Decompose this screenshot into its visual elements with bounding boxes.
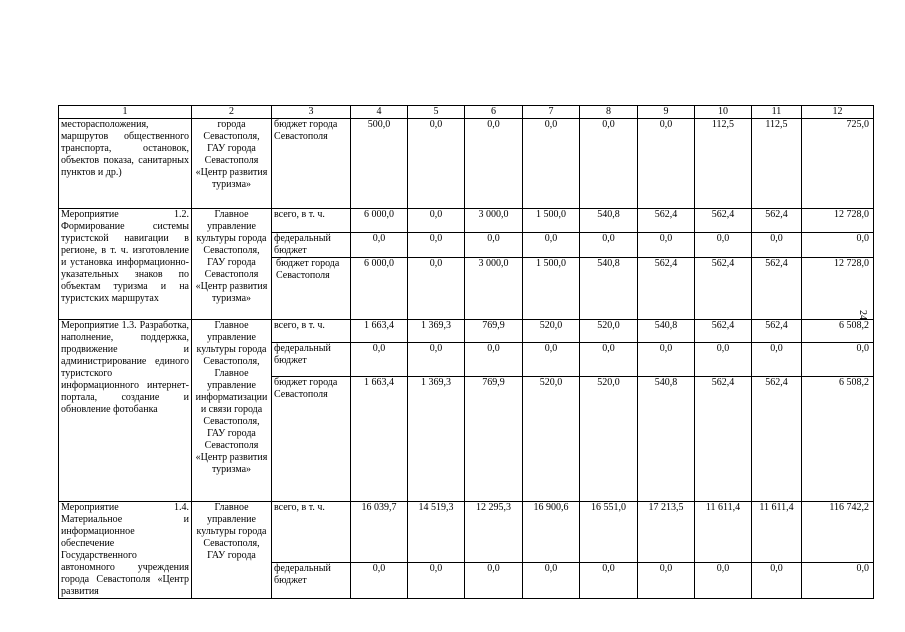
value-cell: 0,0 <box>580 119 638 209</box>
value-cell: 0,0 <box>802 563 874 599</box>
value-cell: 0,0 <box>580 233 638 258</box>
value-cell: 1 500,0 <box>523 209 580 233</box>
header-cell-10: 10 <box>695 106 752 119</box>
value-cell: 16 551,0 <box>580 502 638 563</box>
value-cell: 0,0 <box>752 343 802 377</box>
value-cell: 0,0 <box>752 563 802 599</box>
value-cell: 12 728,0 <box>802 209 874 233</box>
value-cell: 520,0 <box>523 320 580 343</box>
header-row <box>59 106 874 119</box>
value-cell: 0,0 <box>638 343 695 377</box>
value-cell: 0,0 <box>351 563 408 599</box>
value-cell: 562,4 <box>695 258 752 320</box>
value-cell: 0,0 <box>523 563 580 599</box>
header-cell-7: 7 <box>523 106 580 119</box>
funding-source-cell: всего, в т. ч. <box>272 502 351 563</box>
value-cell: 12 728,0 <box>802 258 874 320</box>
value-cell: 1 663,4 <box>351 320 408 343</box>
value-cell: 0,0 <box>408 233 465 258</box>
page-number: 24 <box>857 310 868 320</box>
value-cell: 562,4 <box>752 209 802 233</box>
value-cell: 116 742,2 <box>802 502 874 563</box>
value-cell: 769,9 <box>465 377 523 502</box>
value-cell: 0,0 <box>638 119 695 209</box>
value-cell: 1 663,4 <box>351 377 408 502</box>
value-cell: 1 369,3 <box>408 377 465 502</box>
value-cell: 562,4 <box>695 377 752 502</box>
executor-cell: Главное управление культуры города Севастополя, ГАУ города <box>192 502 272 599</box>
value-cell: 6 000,0 <box>351 258 408 320</box>
value-cell: 6 000,0 <box>351 209 408 233</box>
value-cell: 562,4 <box>695 320 752 343</box>
value-cell: 0,0 <box>408 563 465 599</box>
value-cell: 562,4 <box>752 258 802 320</box>
value-cell: 0,0 <box>802 343 874 377</box>
budget-table <box>58 105 874 599</box>
header-cell-6: 6 <box>465 106 523 119</box>
value-cell: 6 508,2 <box>802 320 874 343</box>
executor-cell: города Севастополя, ГАУ города Севастополя «Центр развития туризма» <box>192 119 272 209</box>
value-cell: 0,0 <box>408 258 465 320</box>
header-cell-11: 11 <box>752 106 802 119</box>
value-cell: 0,0 <box>408 119 465 209</box>
value-cell: 0,0 <box>695 343 752 377</box>
header-cell-2: 2 <box>192 106 272 119</box>
value-cell: 0,0 <box>580 563 638 599</box>
value-cell: 0,0 <box>523 343 580 377</box>
value-cell: 14 519,3 <box>408 502 465 563</box>
value-cell: 520,0 <box>580 320 638 343</box>
table-row <box>59 209 874 233</box>
header-cell-3: 3 <box>272 106 351 119</box>
value-cell: 0,0 <box>638 233 695 258</box>
table-row <box>59 320 874 343</box>
value-cell: 0,0 <box>465 119 523 209</box>
header-cell-8: 8 <box>580 106 638 119</box>
header-cell-1: 1 <box>59 106 192 119</box>
value-cell: 500,0 <box>351 119 408 209</box>
funding-source-cell: всего, в т. ч. <box>272 320 351 343</box>
value-cell: 0,0 <box>752 233 802 258</box>
value-cell: 112,5 <box>695 119 752 209</box>
value-cell: 0,0 <box>638 563 695 599</box>
value-cell: 0,0 <box>523 119 580 209</box>
value-cell: 520,0 <box>523 377 580 502</box>
value-cell: 16 900,6 <box>523 502 580 563</box>
value-cell: 562,4 <box>638 209 695 233</box>
value-cell: 11 611,4 <box>695 502 752 563</box>
value-cell: 0,0 <box>465 563 523 599</box>
executor-cell: Главное управление культуры города Севастополя, Главное управление информатизации и связи города Севастополя, ГАУ города Севастополя «Центр развития туризма» <box>192 320 272 502</box>
header-cell-12: 12 <box>802 106 874 119</box>
header-cell-5: 5 <box>408 106 465 119</box>
value-cell: 0,0 <box>523 233 580 258</box>
funding-source-cell: федеральный бюджет <box>272 343 351 377</box>
value-cell: 725,0 <box>802 119 874 209</box>
value-cell: 3 000,0 <box>465 209 523 233</box>
value-cell: 0,0 <box>408 343 465 377</box>
funding-source-cell: бюджет города Севастополя <box>272 258 351 320</box>
value-cell: 12 295,3 <box>465 502 523 563</box>
table-row <box>59 119 874 209</box>
value-cell: 562,4 <box>638 258 695 320</box>
funding-source-cell: всего, в т. ч. <box>272 209 351 233</box>
value-cell: 3 000,0 <box>465 258 523 320</box>
value-cell: 0,0 <box>580 343 638 377</box>
value-cell: 520,0 <box>580 377 638 502</box>
value-cell: 769,9 <box>465 320 523 343</box>
value-cell: 16 039,7 <box>351 502 408 563</box>
header-cell-9: 9 <box>638 106 695 119</box>
table-row <box>59 502 874 563</box>
funding-source-cell: бюджет города Севастополя <box>272 377 351 502</box>
value-cell: 0,0 <box>408 209 465 233</box>
value-cell: 0,0 <box>351 343 408 377</box>
value-cell: 0,0 <box>695 233 752 258</box>
value-cell: 6 508,2 <box>802 377 874 502</box>
value-cell: 0,0 <box>802 233 874 258</box>
value-cell: 562,4 <box>752 377 802 502</box>
activity-cell: месторасположения, маршрутов общественного транспорта, остановок, объектов показа, санитарных пунктов и др.) <box>59 119 192 209</box>
header-cell-4: 4 <box>351 106 408 119</box>
value-cell: 562,4 <box>752 320 802 343</box>
value-cell: 17 213,5 <box>638 502 695 563</box>
value-cell: 540,8 <box>638 320 695 343</box>
executor-cell: Главное управление культуры города Севастополя, ГАУ города Севастополя «Центр развития туризма» <box>192 209 272 320</box>
value-cell: 540,8 <box>638 377 695 502</box>
value-cell: 1 369,3 <box>408 320 465 343</box>
funding-source-cell: федеральный бюджет <box>272 563 351 599</box>
value-cell: 562,4 <box>695 209 752 233</box>
value-cell: 540,8 <box>580 258 638 320</box>
value-cell: 0,0 <box>351 233 408 258</box>
value-cell: 540,8 <box>580 209 638 233</box>
table-body <box>59 106 874 599</box>
value-cell: 0,0 <box>695 563 752 599</box>
funding-source-cell: федеральный бюджет <box>272 233 351 258</box>
value-cell: 1 500,0 <box>523 258 580 320</box>
activity-cell: Мероприятие 1.4. Материальное и информационное обеспечение Государственного автономного учреждения города Севастополя «Центр развития <box>59 502 192 599</box>
activity-cell: Мероприятие 1.3. Разработка, наполнение, поддержка, продвижение и администрирование единого туристского информационного интернет-портала, создание и обновление фотобанка <box>59 320 192 502</box>
activity-cell: Мероприятие 1.2. Формирование системы туристской навигации в регионе, в т. ч. изготовление и установка информационно-указательных знаков по объектам туризма и на туристских маршрутах <box>59 209 192 320</box>
value-cell: 11 611,4 <box>752 502 802 563</box>
value-cell: 112,5 <box>752 119 802 209</box>
value-cell: 0,0 <box>465 343 523 377</box>
funding-source-cell: бюджет города Севастополя <box>272 119 351 209</box>
value-cell: 0,0 <box>465 233 523 258</box>
